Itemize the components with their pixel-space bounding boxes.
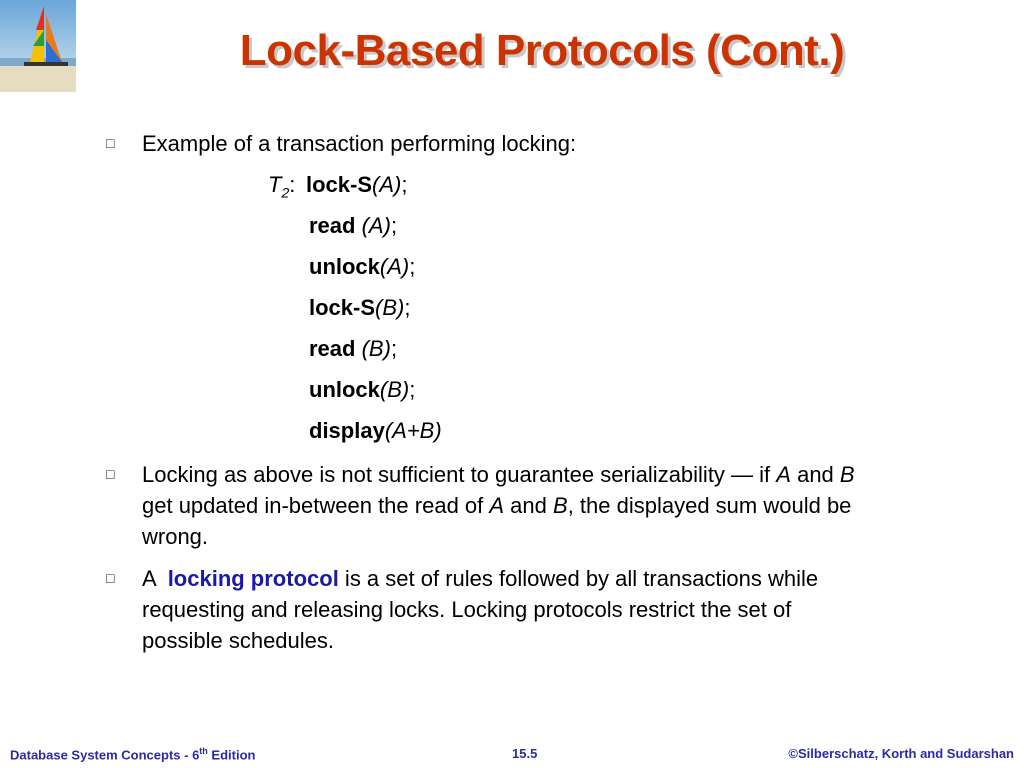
footer-page-number: 15.5 — [512, 746, 538, 761]
bullet-text: A locking protocol is a set of rules followed by all transactions while requesting and releasing locks. Locking protocols restrict the set of possible schedules. — [142, 566, 819, 653]
transaction-label: $T_2$: — [268, 172, 296, 201]
bullet-item — [106, 563, 986, 663]
code-line: lock-S(A); — [306, 172, 408, 197]
bullet-text: Example of a transaction performing locking: — [142, 131, 577, 156]
bullet-item — [106, 459, 986, 559]
square-bullet-icon: □ — [106, 466, 115, 482]
bullet-text: Locking as above is not sufficient to guarantee serializability — if A and B get updated in-between the read of A and B, the displayed sum would be wrong. — [142, 462, 855, 549]
locking-protocol-term: locking protocol — [167, 566, 339, 591]
code-line: read (A); — [309, 213, 398, 238]
square-bullet-icon: □ — [106, 570, 115, 586]
code-line: unlock(B); — [309, 377, 416, 402]
code-line: unlock(A); — [309, 254, 416, 279]
footer-book-title: Database System Concepts - 6th Edition — [10, 746, 256, 763]
code-line: read (B); — [309, 336, 398, 361]
square-bullet-icon: □ — [106, 135, 115, 151]
code-line: lock-S(B); — [309, 295, 411, 320]
footer-copyright: ©Silberschatz, Korth and Sudarshan — [788, 746, 1014, 761]
code-line: display(A+B) — [309, 418, 442, 443]
slide-title: Lock-Based Protocols (Cont.) — [239, 26, 845, 75]
